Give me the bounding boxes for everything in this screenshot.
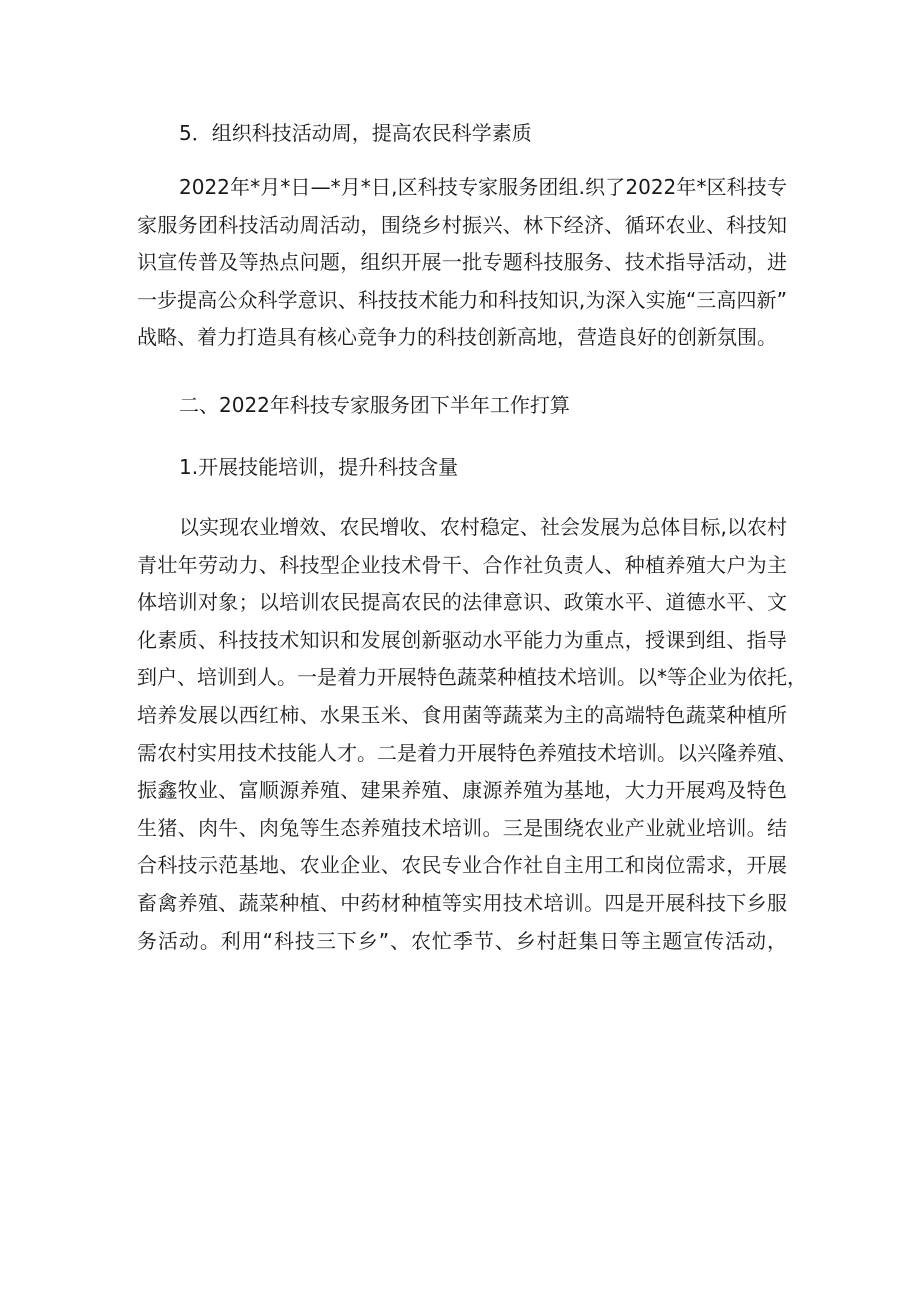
paragraph-line: 2022年*月*日—*月*日,区科技专家服务团组.织了2022年*区科技专: [179, 175, 787, 199]
section-heading-5: 5．组织科技活动周，提高农民科学素质: [179, 121, 532, 145]
paragraph-line: 振鑫牧业、富顺源养殖、建果养殖、康源养殖为基地，大力开展鸡及特色: [137, 778, 787, 803]
paragraph-line: 以实现农业增效、农民增收、农村稳定、社会发展为总体目标,以农村: [179, 514, 787, 539]
paragraph-science-week: [137, 169, 787, 357]
paragraph-line: 培养发展以西红柿、水果玉米、食用菌等蔬菜为主的高端特色蔬菜种植所: [137, 702, 787, 727]
paragraph-line: 青壮年劳动力、科技型企业技术骨干、合作社负责人、种植养殖大户为主: [137, 552, 787, 577]
paragraph-line: 化素质、科技技术知识和发展创新驱动水平能力为重点，授课到组、指导: [137, 627, 787, 652]
paragraph-line: 需农村实用技术技能人才。二是着力开展特色养殖技术培训。以兴隆养殖、: [137, 740, 797, 765]
paragraph-line: 到户、培训到人。一是着力开展特色蔬菜种植技术培训。以*等企业为依托，: [137, 665, 807, 690]
paragraph-line: 家服务团科技活动周活动，围绕乡村振兴、林下经济、循环农业、科技知: [137, 212, 787, 237]
paragraph-line: 识宣传普及等热点问题，组织开展一批专题科技服务、技术指导活动，进: [137, 250, 787, 275]
document-body: [137, 114, 807, 960]
paragraph-line: 战略、着力打造具有核心竞争力的科技创新高地，营造良好的创新氛围。: [137, 325, 777, 350]
paragraph-line: 一步提高公众科学意识、科技技术能力和科技知识,为深入实施“三高四新”: [137, 287, 787, 312]
paragraph-line: 合科技示范基地、农业企业、农民专业合作社自主用工和岗位需求，开展: [137, 853, 787, 878]
paragraph-line: 体培训对象；以培训农民提高农民的法律意识、政策水平、道德水平、文: [137, 590, 787, 615]
paragraph-line: 畜禽养殖、蔬菜种植、中药材种植等实用技术培训。四是开展科技下乡服: [137, 890, 787, 915]
paragraph-line: 务活动。利用“科技三下乡”、农忙季节、乡村赶集日等主题宣传活动，: [137, 928, 787, 953]
paragraph-line: 生猪、肉牛、肉兔等生态养殖技术培训。三是围绕农业产业就业培训。结: [137, 815, 787, 840]
paragraph-skill-training: [137, 509, 807, 960]
subsection-heading-training: 1.开展技能培训，提升科技含量: [179, 454, 459, 479]
section-heading-plan: 二、2022年科技专家服务团下半年工作打算: [179, 392, 570, 417]
